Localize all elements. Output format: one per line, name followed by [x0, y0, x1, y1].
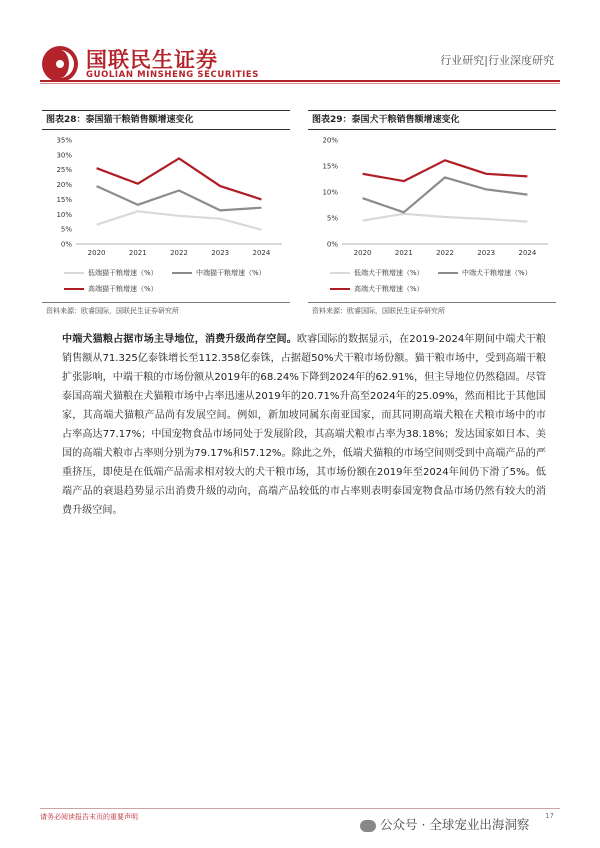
body-paragraph	[62, 330, 546, 520]
source-divider	[42, 302, 290, 303]
x-tick-label: 2024	[252, 249, 271, 257]
y-tick-label: 20%	[322, 136, 338, 145]
legend-item-low: 低端犬干粮增速（%）	[330, 268, 424, 278]
paragraph-text: 欧睿国际的数据显示，在2019-2024年期间中端犬干粮销售额从71.325亿泰铢增长至112.358亿泰铢，占据超50%犬干粮市场份额。猫干粮市场中，受到高端干粮扩张影响，中端干粮的市场份额从2019年的68.24%下降到2024年的62.91%，但主导地位仍然稳固。尽管泰国高端犬猫粮在犬猫粮市场中占率迅速从2019年的20.71%升高至2024年的25.09%，然而相比于其他国家，其高端犬猫粮产品尚有发展空间。例如，新加坡同属东南亚国家，而其同期高端犬粮在犬粮市场中的市占率高达77.17%；中国宠物食品市场同处于发展阶段，其高端犬粮市占率为38.18%；发达国家如日本、美国的高端犬粮市占率则分别为79.17%和57.12%。除此之外，低端犬猫粮的市场空间则受到中高端产品的严重挤压，即使是在低端产品需求相对较大的犬干粮市场，其市场份额在2019年至2024年间仍下滑了5%。低端产品的衰退趋势显示出消费升级的动向，高端产品较低的市占率则表明泰国宠物食品市场仍然有较大的消费升级空间。	[62, 334, 546, 516]
series-line-1	[363, 177, 528, 212]
paragraph-lead: 中端犬猫粮占据市场主导地位，消费升级尚存空间。	[62, 334, 297, 345]
series-line-2	[97, 158, 262, 199]
chart-panel-dog	[308, 110, 556, 306]
y-tick-label: 10%	[322, 188, 338, 197]
logo-mark-icon	[40, 44, 80, 84]
series-line-1	[97, 186, 262, 210]
header-divider-thin	[40, 83, 560, 84]
series-line-0	[97, 211, 262, 229]
wechat-watermark: 公众号 · 全球宠业出海洞察	[360, 815, 529, 833]
legend-item-high: 高端猫干粮增速（%）	[64, 284, 158, 294]
wechat-icon	[360, 820, 376, 832]
company-name-cn: 国联民生证券	[86, 48, 218, 72]
legend-item-high: 高端犬干粮增速（%）	[330, 284, 424, 294]
x-tick-label: 2022	[436, 249, 454, 257]
legend-item-mid: 中端猫干粮增速（%）	[172, 268, 266, 278]
chart-source: 资料来源：欧睿国际，国联民生证券研究所	[312, 307, 445, 315]
series-line-0	[363, 214, 528, 222]
y-tick-label: 5%	[60, 225, 72, 234]
page-number: 17	[545, 812, 554, 820]
y-tick-label: 15%	[322, 162, 338, 171]
header-divider	[40, 80, 560, 82]
y-tick-label: 0%	[60, 240, 72, 249]
x-tick-label: 2021	[128, 249, 147, 257]
y-tick-label: 35%	[56, 136, 72, 145]
footer-divider	[40, 808, 560, 809]
report-section: 行业研究|行业深度研究	[440, 54, 554, 67]
y-tick-label: 25%	[56, 166, 72, 175]
chart-title: 图表28：泰国猫干粮销售额增速变化	[42, 110, 290, 130]
y-tick-label: 0%	[326, 240, 338, 249]
y-tick-label: 20%	[56, 181, 72, 190]
x-tick-label: 2024	[518, 249, 537, 257]
y-tick-label: 15%	[56, 195, 72, 204]
legend-item-low: 低端猫干粮增速（%）	[64, 268, 158, 278]
y-tick-label: 10%	[56, 210, 72, 219]
x-tick-label: 2023	[211, 249, 230, 257]
company-name-en: GUOLIAN MINSHENG SECURITIES	[86, 70, 260, 80]
x-tick-label: 2020	[87, 249, 106, 257]
footer-disclaimer: 请务必阅读报告末页的重要声明	[40, 813, 138, 821]
y-tick-label: 30%	[56, 151, 72, 160]
x-tick-label: 2023	[477, 249, 496, 257]
chart-title: 图表29：泰国犬干粮销售额增速变化	[308, 110, 556, 130]
x-tick-label: 2020	[353, 249, 372, 257]
y-tick-label: 5%	[326, 214, 338, 223]
legend-item-mid: 中端犬干粮增速（%）	[438, 268, 532, 278]
cat-dry-food-chart	[42, 132, 290, 260]
chart-source: 资料来源：欧睿国际，国联民生证券研究所	[46, 307, 179, 315]
x-tick-label: 2022	[170, 249, 188, 257]
dog-dry-food-chart	[308, 132, 556, 260]
source-divider	[308, 302, 556, 303]
x-tick-label: 2021	[394, 249, 413, 257]
chart-panel-cat	[42, 110, 290, 306]
